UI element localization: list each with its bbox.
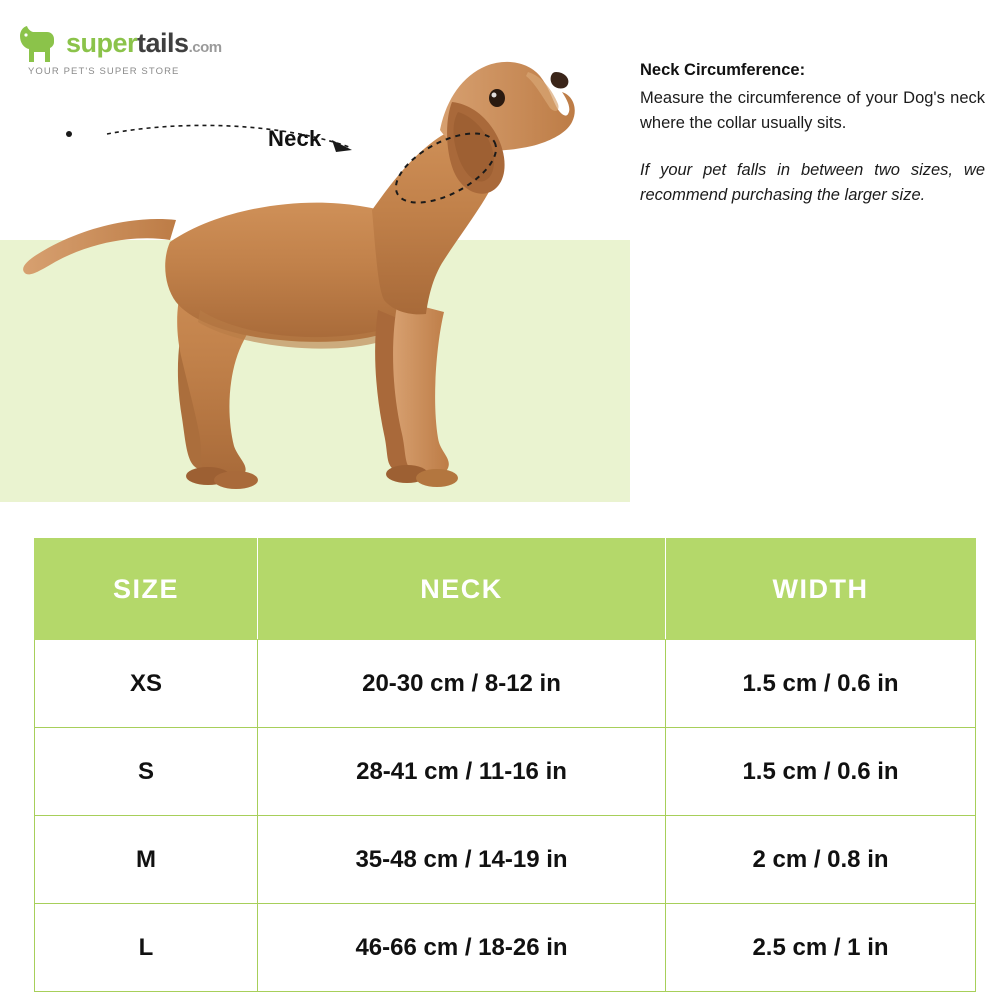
table-row: [35, 816, 976, 904]
cell-neck: 28-41 cm / 11-16 in: [258, 728, 666, 816]
brand-name-super: super: [66, 28, 138, 58]
table-head: [35, 539, 976, 640]
cell-width: 2 cm / 0.8 in: [666, 816, 976, 904]
cell-width: 1.5 cm / 0.6 in: [666, 728, 976, 816]
cell-width: 1.5 cm / 0.6 in: [666, 640, 976, 728]
cell-neck: 46-66 cm / 18-26 in: [258, 904, 666, 992]
column-header-neck: NECK: [258, 539, 666, 640]
table-header-row: [35, 539, 976, 640]
table-row: [35, 728, 976, 816]
cell-size: M: [35, 816, 258, 904]
table-body: [35, 640, 976, 992]
info-note: If your pet falls in between two sizes, we recommend purchasing the larger size.: [640, 160, 985, 204]
cell-width: 2.5 cm / 1 in: [666, 904, 976, 992]
info-body: Measure the circumference of your Dog's neck where the collar usually sits.: [640, 88, 985, 132]
column-header-size: SIZE: [35, 539, 258, 640]
brand-tagline: YOUR PET'S SUPER STORE: [28, 66, 180, 77]
cell-neck: 35-48 cm / 14-19 in: [258, 816, 666, 904]
cell-size: L: [35, 904, 258, 992]
size-chart-table: [34, 538, 976, 992]
column-header-width: WIDTH: [666, 539, 976, 640]
table-row: [35, 640, 976, 728]
cell-size: S: [35, 728, 258, 816]
info-panel: [640, 58, 985, 208]
table-row: [35, 904, 976, 992]
dog-photo: [0, 10, 630, 500]
cell-size: XS: [35, 640, 258, 728]
info-title: Neck Circumference:: [640, 61, 806, 79]
brand-name-dotcom: .com: [188, 39, 222, 56]
neck-callout-label: Neck: [268, 126, 322, 151]
brand-name-tails: tails: [137, 28, 189, 58]
cell-neck: 20-30 cm / 8-12 in: [258, 640, 666, 728]
